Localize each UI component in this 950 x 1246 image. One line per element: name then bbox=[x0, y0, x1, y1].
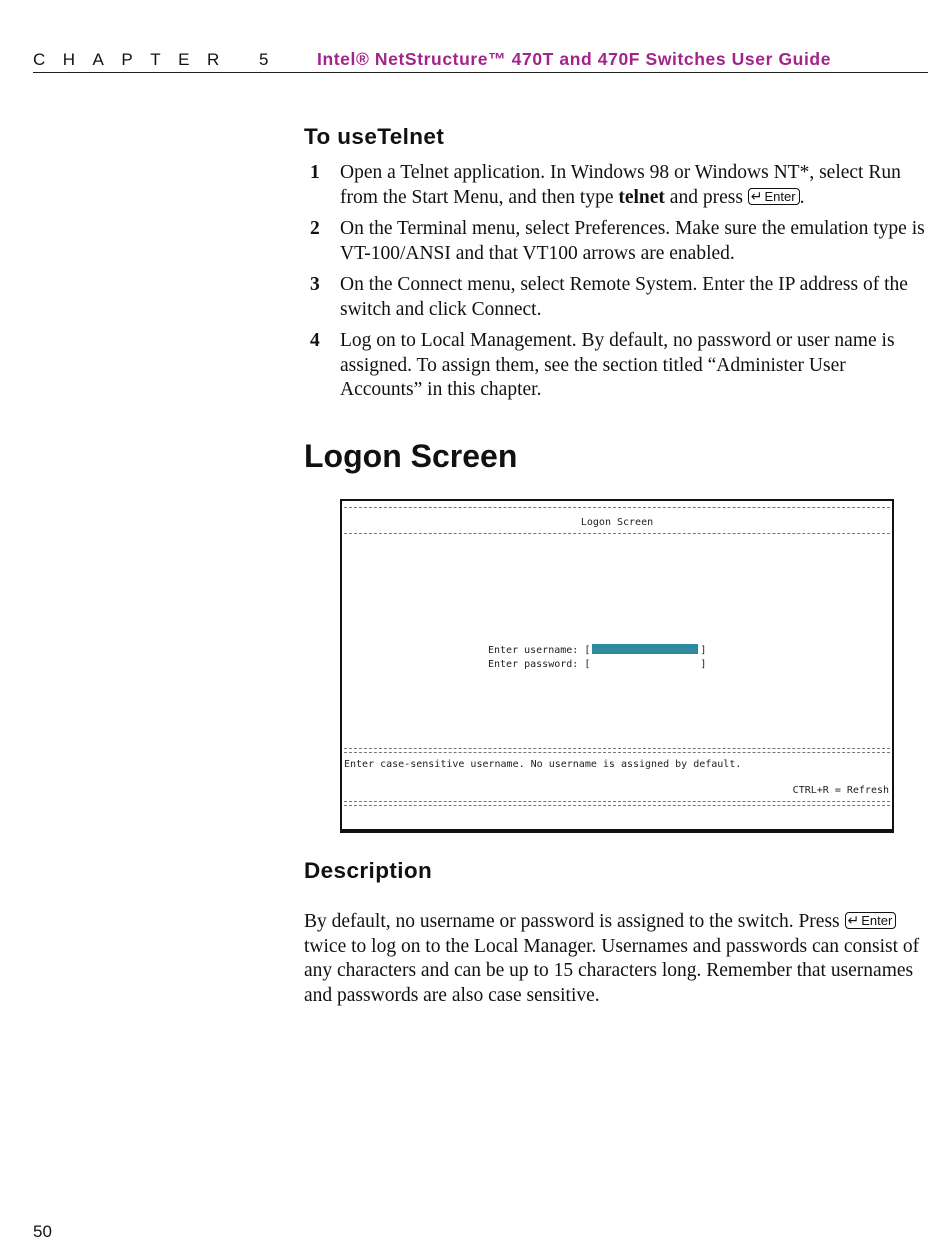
field-bracket: ] bbox=[700, 645, 707, 656]
step-text: . bbox=[799, 186, 805, 208]
password-input[interactable] bbox=[592, 658, 698, 668]
step-text: Open a Telnet application. In Windows 98 or Windows NT*, select Run from the Start Menu, and then type bbox=[340, 162, 901, 208]
page-number: 50 bbox=[33, 1222, 52, 1241]
enter-key bbox=[845, 912, 897, 929]
step-text: On the Connect menu, select Remote System. Enter the IP address of the switch and click Connect. bbox=[340, 274, 908, 320]
step-text: Log on to Local Management. By default, no password or user name is assigned. To assign them, see the section titled “Administer User Accounts” in this chapter. bbox=[340, 330, 895, 400]
telnet-steps bbox=[304, 161, 929, 410]
screen-divider bbox=[344, 507, 890, 508]
screen-divider bbox=[344, 533, 890, 534]
password-label: Enter password: [ bbox=[488, 659, 591, 670]
refresh-hint: CTRL+R = Refresh bbox=[792, 785, 889, 796]
step-3 bbox=[304, 273, 929, 322]
step-text: On the Terminal menu, select Preferences. Make sure the emulation type is VT-100/ANSI and that VT100 arrows are enabled. bbox=[340, 218, 925, 264]
username-row bbox=[488, 644, 706, 656]
screen-title: Logon Screen bbox=[580, 517, 654, 528]
description-paragraph bbox=[304, 910, 929, 1008]
description-text: twice to log on to the Local Manager. Usernames and passwords can consist of any characters and can be up to 15 characters long. Remember that usernames and passwords are also case sensitive. bbox=[304, 935, 920, 1006]
step-4 bbox=[304, 329, 929, 403]
logon-screen-capture bbox=[340, 499, 894, 833]
step-1 bbox=[304, 161, 929, 210]
field-bracket: ] bbox=[700, 659, 707, 670]
page-header bbox=[33, 48, 928, 73]
enter-key bbox=[748, 188, 800, 205]
step-number: 2 bbox=[310, 218, 320, 239]
enter-key-label: Enter bbox=[764, 188, 796, 204]
step-number: 4 bbox=[310, 330, 320, 351]
username-input[interactable] bbox=[592, 644, 698, 654]
logon-screen-heading: Logon Screen bbox=[304, 438, 518, 474]
guide-title: Intel® NetStructure™ 470T and 470F Switches User Guide bbox=[317, 49, 832, 69]
enter-key-label: Enter bbox=[861, 913, 893, 928]
description-heading: Description bbox=[304, 858, 433, 883]
chapter-label: CHAPTER 5 bbox=[33, 50, 286, 69]
screen-status-message: Enter case-sensitive username. No username is assigned by default. bbox=[344, 759, 742, 770]
screen-divider bbox=[344, 801, 890, 806]
username-label: Enter username: [ bbox=[488, 645, 591, 656]
password-row bbox=[488, 658, 706, 670]
screen-divider bbox=[344, 748, 890, 753]
step-text: and press bbox=[664, 186, 748, 208]
telnet-command: telnet bbox=[618, 186, 665, 208]
return-arrow-icon: ↵ bbox=[847, 912, 860, 928]
step-2 bbox=[304, 217, 929, 266]
step-number: 1 bbox=[310, 162, 320, 183]
description-text: By default, no username or password is assigned to the switch. Press bbox=[304, 911, 845, 932]
telnet-heading: To useTelnet bbox=[304, 124, 445, 149]
step-number: 3 bbox=[310, 274, 320, 295]
return-arrow-icon: ↵ bbox=[750, 187, 763, 204]
